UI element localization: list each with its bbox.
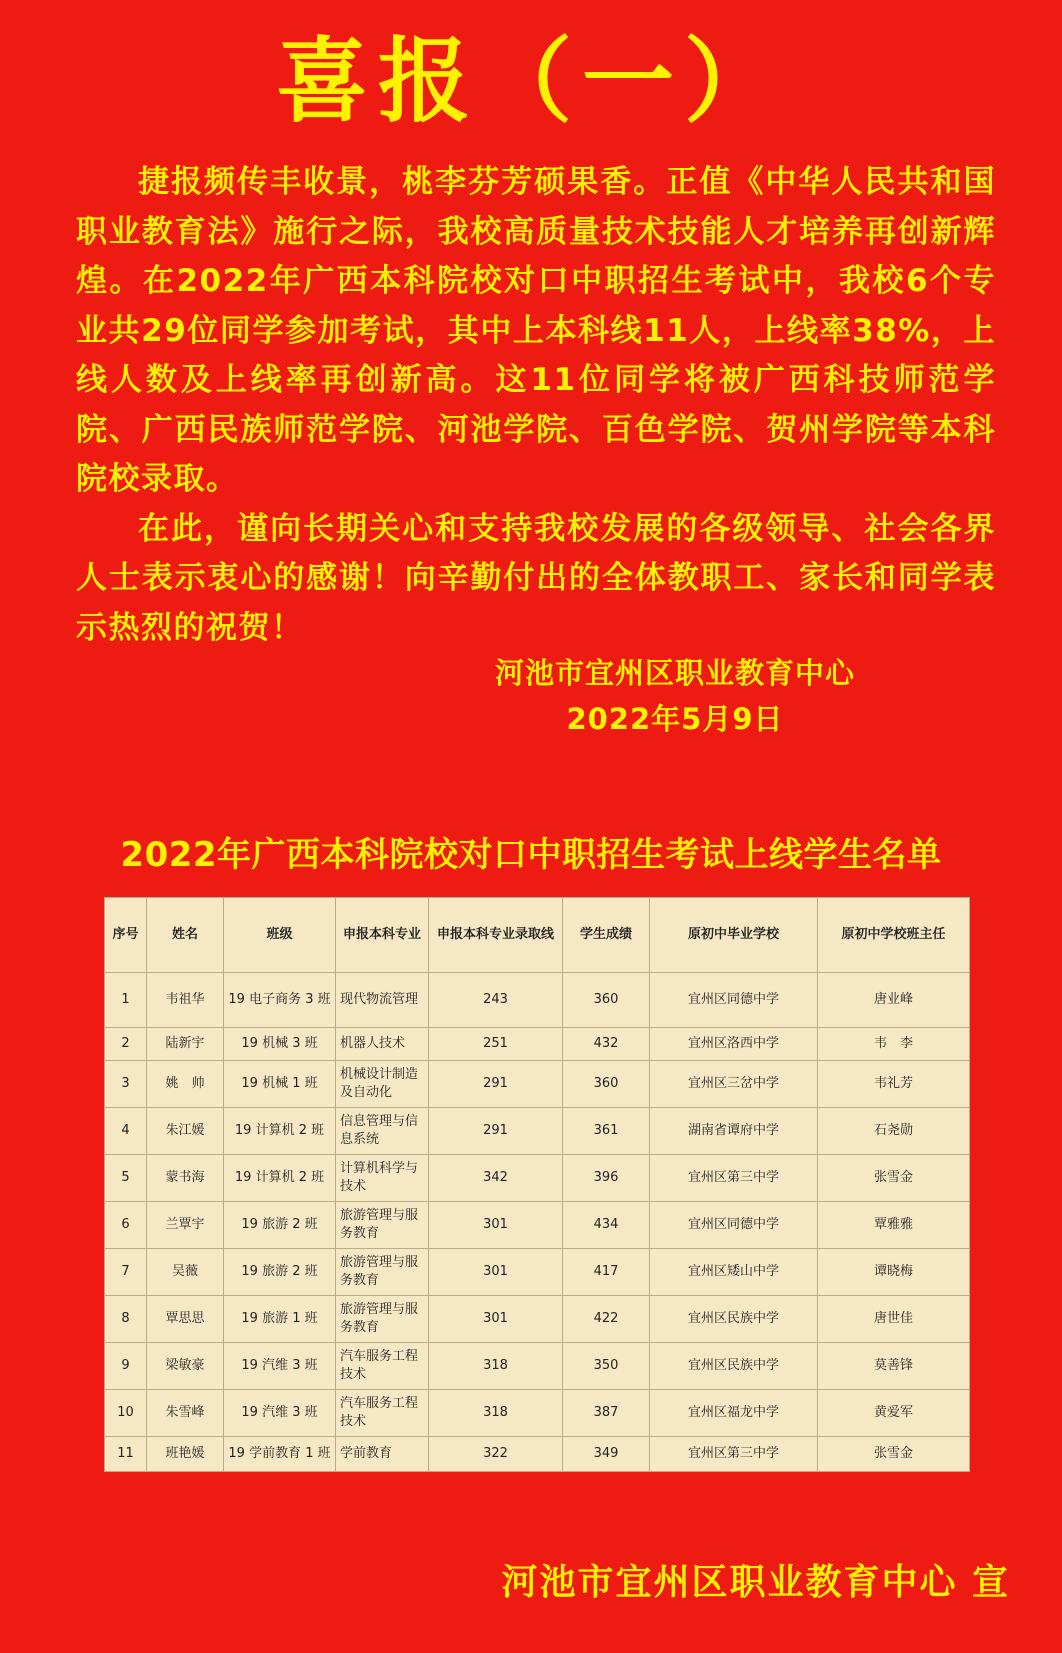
header-score: 学生成绩 (563, 898, 650, 973)
cell-score: 432 (563, 1028, 650, 1061)
cell-name: 蒙书海 (147, 1155, 224, 1202)
cell-major: 计算机科学与技术 (336, 1155, 429, 1202)
cell-cutoff: 251 (429, 1028, 563, 1061)
cell-cutoff: 301 (429, 1296, 563, 1343)
cell-index: 11 (105, 1437, 147, 1472)
cell-head-teacher: 张雪金 (818, 1437, 970, 1472)
cell-head-teacher: 韦礼芳 (818, 1061, 970, 1108)
cell-name: 陆新宇 (147, 1028, 224, 1061)
cell-head-teacher: 石尧勋 (818, 1108, 970, 1155)
cell-index: 3 (105, 1061, 147, 1108)
cell-score: 350 (563, 1343, 650, 1390)
cell-head-teacher: 唐业峰 (818, 973, 970, 1028)
cell-cutoff: 301 (429, 1202, 563, 1249)
poster-title: 喜报（一） (275, 28, 786, 135)
cell-score: 417 (563, 1249, 650, 1296)
cell-head-teacher: 谭晓梅 (818, 1249, 970, 1296)
cell-cutoff: 342 (429, 1155, 563, 1202)
cell-index: 9 (105, 1343, 147, 1390)
cell-middle-school: 宜州区矮山中学 (650, 1249, 818, 1296)
table-title: 2022年广西本科院校对口中职招生考试上线学生名单 (120, 835, 942, 875)
cell-middle-school: 宜州区民族中学 (650, 1343, 818, 1390)
cell-name: 吴薇 (147, 1249, 224, 1296)
table-row (105, 1249, 970, 1296)
cell-class: 19 汽维 3 班 (224, 1390, 336, 1437)
header-middle-school: 原初中毕业学校 (650, 898, 818, 973)
cell-class: 19 旅游 1 班 (224, 1296, 336, 1343)
cell-index: 2 (105, 1028, 147, 1061)
cell-name: 班艳媛 (147, 1437, 224, 1472)
paragraph-1: 捷报频传丰收景，桃李芬芳硕果香。正值《中华人民共和国职业教育法》施行之际，我校高质量技术技能人才培养再创新辉煌。在2022年广西本科院校对口中职招生考试中，我校6个专业共29位同学参加考试，其中上本科线11人，上线率38%，上线人数及上线率再创新高。这11位同学将被广西科技师范学院、广西民族师范学院、河池学院、百色学院、贺州学院等本科院校录取。 (76, 164, 996, 497)
cell-middle-school: 宜州区同德中学 (650, 1202, 818, 1249)
cell-name: 兰覃宇 (147, 1202, 224, 1249)
cell-cutoff: 291 (429, 1108, 563, 1155)
cell-cutoff: 291 (429, 1061, 563, 1108)
cell-score: 360 (563, 1061, 650, 1108)
cell-name: 梁敏豪 (147, 1343, 224, 1390)
cell-major: 旅游管理与服务教育 (336, 1249, 429, 1296)
table-row (105, 1108, 970, 1155)
cell-major: 旅游管理与服务教育 (336, 1296, 429, 1343)
cell-name: 朱江媛 (147, 1108, 224, 1155)
table-row (105, 1028, 970, 1061)
cell-major: 机械设计制造及自动化 (336, 1061, 429, 1108)
cell-score: 396 (563, 1155, 650, 1202)
cell-middle-school: 宜州区福龙中学 (650, 1390, 818, 1437)
cell-middle-school: 宜州区第三中学 (650, 1155, 818, 1202)
cell-index: 4 (105, 1108, 147, 1155)
cell-major: 信息管理与信息系统 (336, 1108, 429, 1155)
cell-name: 覃思思 (147, 1296, 224, 1343)
cell-head-teacher: 黄爱军 (818, 1390, 970, 1437)
cell-name: 姚 帅 (147, 1061, 224, 1108)
cell-cutoff: 318 (429, 1343, 563, 1390)
header-major: 申报本科专业 (336, 898, 429, 973)
table-row (105, 1437, 970, 1472)
cell-middle-school: 宜州区三岔中学 (650, 1061, 818, 1108)
cell-major: 学前教育 (336, 1437, 429, 1472)
student-table (104, 897, 970, 1472)
table-header-row (105, 898, 970, 973)
cell-major: 旅游管理与服务教育 (336, 1202, 429, 1249)
cell-head-teacher: 韦 李 (818, 1028, 970, 1061)
cell-class: 19 汽维 3 班 (224, 1343, 336, 1390)
cell-middle-school: 宜州区同德中学 (650, 973, 818, 1028)
cell-score: 349 (563, 1437, 650, 1472)
cell-index: 8 (105, 1296, 147, 1343)
header-cutoff: 申报本科专业录取线 (429, 898, 563, 973)
cell-major: 机器人技术 (336, 1028, 429, 1061)
cell-head-teacher: 莫善锋 (818, 1343, 970, 1390)
cell-score: 422 (563, 1296, 650, 1343)
signature-date: 2022年5月9日 (566, 702, 784, 736)
cell-middle-school: 宜州区第三中学 (650, 1437, 818, 1472)
cell-index: 7 (105, 1249, 147, 1296)
cell-major: 汽车服务工程技术 (336, 1390, 429, 1437)
cell-major: 汽车服务工程技术 (336, 1343, 429, 1390)
cell-name: 韦祖华 (147, 973, 224, 1028)
cell-class: 19 计算机 2 班 (224, 1108, 336, 1155)
cell-major: 现代物流管理 (336, 973, 429, 1028)
cell-score: 434 (563, 1202, 650, 1249)
table-row (105, 1296, 970, 1343)
table-row (105, 1202, 970, 1249)
cell-head-teacher: 张雪金 (818, 1155, 970, 1202)
table-row (105, 1390, 970, 1437)
cell-index: 10 (105, 1390, 147, 1437)
cell-middle-school: 宜州区洛西中学 (650, 1028, 818, 1061)
table-row (105, 973, 970, 1028)
cell-score: 361 (563, 1108, 650, 1155)
cell-head-teacher: 覃雅雅 (818, 1202, 970, 1249)
cell-cutoff: 322 (429, 1437, 563, 1472)
footer-publisher: 河池市宜州区职业教育中心 宣 (501, 1562, 1010, 1603)
cell-class: 19 电子商务 3 班 (224, 973, 336, 1028)
cell-class: 19 机械 1 班 (224, 1061, 336, 1108)
table-row (105, 1343, 970, 1390)
table-row (105, 1155, 970, 1202)
table-row (105, 1061, 970, 1108)
table-body (105, 973, 970, 1472)
cell-score: 360 (563, 973, 650, 1028)
cell-index: 5 (105, 1155, 147, 1202)
header-head-teacher: 原初中学校班主任 (818, 898, 970, 973)
cell-cutoff: 301 (429, 1249, 563, 1296)
signature-block (440, 650, 910, 742)
cell-name: 朱雪峰 (147, 1390, 224, 1437)
header-index: 序号 (105, 898, 147, 973)
signature-org: 河池市宜州区职业教育中心 (494, 656, 855, 690)
cell-middle-school: 宜州区民族中学 (650, 1296, 818, 1343)
cell-cutoff: 243 (429, 973, 563, 1028)
announcement-body (76, 158, 996, 653)
cell-index: 6 (105, 1202, 147, 1249)
cell-class: 19 机械 3 班 (224, 1028, 336, 1061)
cell-middle-school: 湖南省谭府中学 (650, 1108, 818, 1155)
header-name: 姓名 (147, 898, 224, 973)
cell-class: 19 计算机 2 班 (224, 1155, 336, 1202)
cell-class: 19 旅游 2 班 (224, 1249, 336, 1296)
cell-class: 19 旅游 2 班 (224, 1202, 336, 1249)
header-class: 班级 (224, 898, 336, 973)
paragraph-2: 在此，谨向长期关心和支持我校发展的各级领导、社会各界人士表示衷心的感谢！向辛勤付出的全体教职工、家长和同学表示热烈的祝贺！ (76, 510, 996, 646)
cell-head-teacher: 唐世佳 (818, 1296, 970, 1343)
cell-score: 387 (563, 1390, 650, 1437)
cell-index: 1 (105, 973, 147, 1028)
student-table-wrapper (104, 897, 969, 1472)
cell-cutoff: 318 (429, 1390, 563, 1437)
cell-class: 19 学前教育 1 班 (224, 1437, 336, 1472)
